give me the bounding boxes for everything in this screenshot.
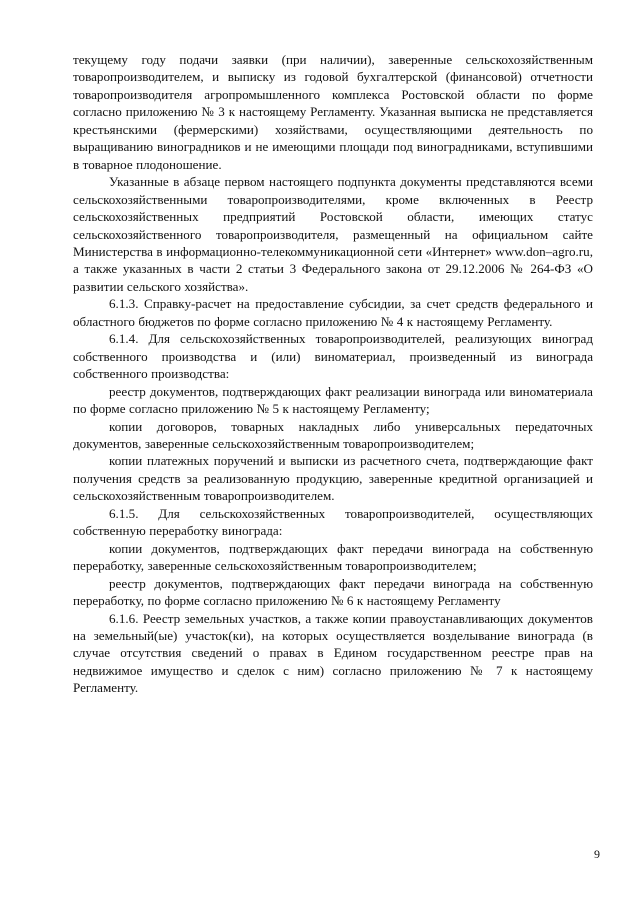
list-item-processing-register: реестр документов, подтверждающих факт передачи винограда на собственную переработку, по форме согласно приложению № 6 к настоящему Регламенту — [73, 575, 593, 609]
paragraph-6-1-6: 6.1.6. Реестр земельных участков, а также копии правоустанавливающих документов на земельный(ые) участок(ки), на которых осуществляется возделывание винограда (в случае отсутствия сведений о правах в Едином государственном реестре прав на недвижимое имущество и сделок с ним) согласно приложению № 7 к настоящему Регламенту. — [73, 610, 593, 696]
paragraph-6-1-5: 6.1.5. Для сельскохозяйственных товаропроизводителей, осуществляющих собственную переработку винограда: — [73, 505, 593, 539]
paragraph-documents-submission: Указанные в абзаце первом настоящего подпункта документы представляются всеми сельскохозяйственными товаропроизводителями, кроме включенных в Реестр сельскохозяйственных предприятий Ростовской области, имеющих статус сельскохозяйственного товаропроизводителя, размещенный на официальном сайте Министерства в информационно-телекоммуникационной сети «Интернет» www.don–agro.ru, а также указанных в части 2 статьи 3 Федерального закона от 29.12.2006 № 264-ФЗ «О развитии сельского хозяйства». — [73, 174, 593, 294]
paragraph-6-1-4: 6.1.4. Для сельскохозяйственных товаропроизводителей, реализующих виноград собственного производства и (или) виноматериал, произведенный из винограда собственного производства: — [73, 331, 593, 382]
page-number: 9 — [594, 847, 600, 861]
list-item-sales-register: реестр документов, подтверждающих факт реализации винограда или виноматериала по форме согласно приложению № 5 к настоящему Регламенту; — [73, 383, 593, 417]
paragraph-6-1-3: 6.1.3. Справку-расчет на предоставление субсидии, за счет средств федерального и областного бюджетов по форме согласно приложению № 4 к настоящему Регламенту. — [73, 296, 593, 329]
paragraph-reporting-extract: текущему году подачи заявки (при наличии), заверенные сельскохозяйственным товаропроизводителем, и выписку из годовой бухгалтерской (финансовой) отчетности товаропроизводителя агропромышленного комплекса Ростовской области по форме согласно приложению № 3 к настоящему Регламенту. Указанная выписка не представляется крестьянскими (фермерскими) хозяйствами, осуществляющими деятельность по выращиванию виноградников и не имеющими площади под виноградниками, вступившими в товарное плодоношение. — [73, 52, 593, 172]
list-item-contract-copies: копии договоров, товарных накладных либо универсальных передаточных документов, заверенные сельскохозяйственным товаропроизводителем; — [73, 418, 593, 451]
list-item-payment-orders: копии платежных поручений и выписки из расчетного счета, подтверждающие факт получения средств за реализованную продукцию, заверенные кредитной организацией и сельскохозяйственным товаропроизводителем. — [73, 453, 593, 504]
list-item-processing-copies: копии документов, подтверждающих факт передачи винограда на собственную переработку, заверенные сельскохозяйственным товаропроизводителем; — [73, 540, 593, 574]
